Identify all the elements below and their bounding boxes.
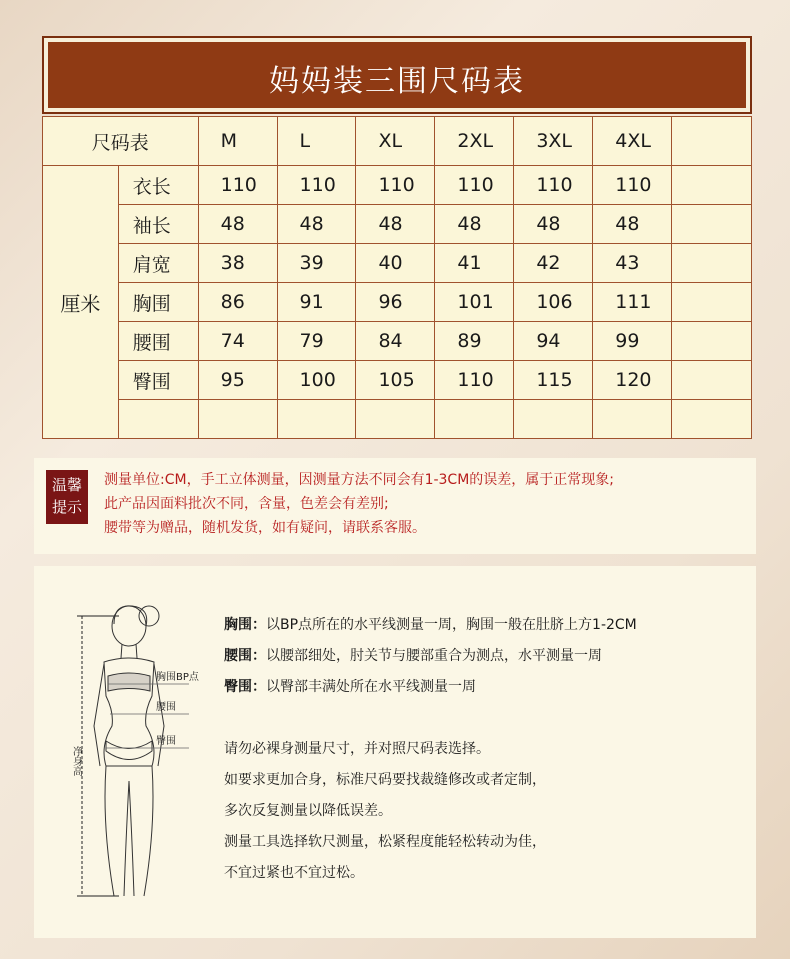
- table-cell: [356, 400, 435, 439]
- table-cell: 110: [198, 166, 277, 205]
- body-figure-illustration: [70, 596, 224, 906]
- table-row: [43, 166, 752, 205]
- size-header-row: [43, 117, 752, 166]
- table-cell: [672, 283, 752, 322]
- size-chart-card: [34, 28, 756, 928]
- table-cell: [672, 166, 752, 205]
- table-cell: 110: [435, 361, 514, 400]
- row-label: 腰围: [118, 322, 198, 361]
- table-cell: 106: [514, 283, 593, 322]
- table-cell: 95: [198, 361, 277, 400]
- table-cell: [672, 205, 752, 244]
- table-cell: 48: [356, 205, 435, 244]
- table-cell: [593, 400, 672, 439]
- bust-label: 胸围BP点: [156, 672, 199, 683]
- desc-term: 胸围：: [224, 617, 266, 633]
- waist-label: 腰围: [156, 702, 176, 713]
- notice-line: 腰带等为赠品，随机发货，如有疑问，请联系客服。: [104, 520, 426, 536]
- table-cell: 43: [593, 244, 672, 283]
- desc-text: 以腰部细处，肘关节与腰部重合为测点，水平测量一周: [266, 648, 602, 664]
- table-cell: 110: [277, 166, 356, 205]
- unit-label: 厘米: [43, 166, 119, 439]
- tip-line: 测量工具选择软尺测量，松紧程度能轻松转动为佳，: [224, 834, 546, 850]
- table-cell: 111: [593, 283, 672, 322]
- hip-description: [224, 672, 637, 703]
- size-header: [672, 117, 752, 166]
- table-cell: 110: [514, 166, 593, 205]
- figure-top: [108, 673, 150, 691]
- figure-legs: [105, 766, 153, 896]
- table-cell: 100: [277, 361, 356, 400]
- table-cell: 38: [198, 244, 277, 283]
- table-cell: [672, 361, 752, 400]
- table-cell: 40: [356, 244, 435, 283]
- size-table: [42, 116, 752, 439]
- desc-text: 以臀部丰满处所在水平线测量一周: [266, 679, 476, 695]
- row-label: 衣长: [118, 166, 198, 205]
- table-cell: 101: [435, 283, 514, 322]
- table-row: [43, 361, 752, 400]
- table-cell: 91: [277, 283, 356, 322]
- notice-line: 此产品因面料批次不同，含量，色差会有差别;: [104, 496, 389, 512]
- notice-badge-line: 提示: [51, 498, 82, 516]
- size-header: 3XL: [514, 117, 593, 166]
- table-cell: 110: [435, 166, 514, 205]
- size-header: 4XL: [593, 117, 672, 166]
- notice-text: [104, 468, 614, 540]
- table-cell: 39: [277, 244, 356, 283]
- table-cell: 110: [356, 166, 435, 205]
- table-cell: 48: [593, 205, 672, 244]
- notice-badge: [46, 470, 88, 524]
- bust-description: [224, 610, 637, 641]
- table-cell: 48: [514, 205, 593, 244]
- table-row: [43, 322, 752, 361]
- size-header: 2XL: [435, 117, 514, 166]
- table-row: [43, 205, 752, 244]
- notice-line: 测量单位:CM，手工立体测量，因测量方法不同会有1-3CM的误差，属于正常现象;: [104, 472, 615, 488]
- row-label: [118, 400, 198, 439]
- table-cell: 74: [198, 322, 277, 361]
- table-cell: [672, 400, 752, 439]
- row-label: 臀围: [118, 361, 198, 400]
- figure-underwear: [106, 741, 152, 760]
- table-cell: 48: [277, 205, 356, 244]
- table-cell: 96: [356, 283, 435, 322]
- table-cell: [672, 322, 752, 361]
- notice-badge-line: 温馨: [51, 476, 82, 494]
- size-header: M: [198, 117, 277, 166]
- tip-line: 多次反复测量以降低误差。: [224, 803, 392, 819]
- measurement-descriptions: [224, 610, 637, 703]
- table-cell: [672, 244, 752, 283]
- waist-description: [224, 641, 637, 672]
- title-banner: [42, 36, 752, 114]
- measurement-guide-panel: [34, 566, 756, 938]
- row-label: 胸围: [118, 283, 198, 322]
- table-cell: 99: [593, 322, 672, 361]
- tip-line: 请勿必裸身测量尺寸，并对照尺码表选择。: [224, 741, 490, 757]
- size-header: L: [277, 117, 356, 166]
- desc-term: 腰围：: [224, 648, 266, 664]
- page-title: 妈妈装三围尺码表: [269, 64, 525, 99]
- tip-line: 不宜过紧也不宜过松。: [224, 865, 364, 881]
- measurement-tips: [224, 734, 546, 889]
- table-row: [43, 244, 752, 283]
- desc-term: 臀围：: [224, 679, 266, 695]
- size-chart-label: 尺码表: [43, 117, 199, 166]
- notice-panel: [34, 458, 756, 554]
- table-cell: 41: [435, 244, 514, 283]
- table-cell: 110: [593, 166, 672, 205]
- tip-line: 如要求更加合身，标准尺码要找裁缝修改或者定制，: [224, 772, 546, 788]
- size-header: XL: [356, 117, 435, 166]
- table-cell: 48: [435, 205, 514, 244]
- table-row: [43, 400, 752, 439]
- table-cell: 84: [356, 322, 435, 361]
- table-cell: 79: [277, 322, 356, 361]
- table-cell: 48: [198, 205, 277, 244]
- desc-text: 以BP点所在的水平线测量一周，胸围一般在肚脐上方1-2CM: [266, 617, 637, 633]
- hip-label: 臀围: [156, 736, 176, 747]
- row-label: 肩宽: [118, 244, 198, 283]
- table-cell: 120: [593, 361, 672, 400]
- table-cell: 115: [514, 361, 593, 400]
- row-label: 袖长: [118, 205, 198, 244]
- table-cell: 86: [198, 283, 277, 322]
- height-label: 净身高: [70, 746, 82, 776]
- table-cell: [435, 400, 514, 439]
- table-cell: 94: [514, 322, 593, 361]
- table-cell: [198, 400, 277, 439]
- table-row: [43, 283, 752, 322]
- table-cell: 89: [435, 322, 514, 361]
- table-cell: 105: [356, 361, 435, 400]
- table-cell: [514, 400, 593, 439]
- table-cell: [277, 400, 356, 439]
- table-cell: 42: [514, 244, 593, 283]
